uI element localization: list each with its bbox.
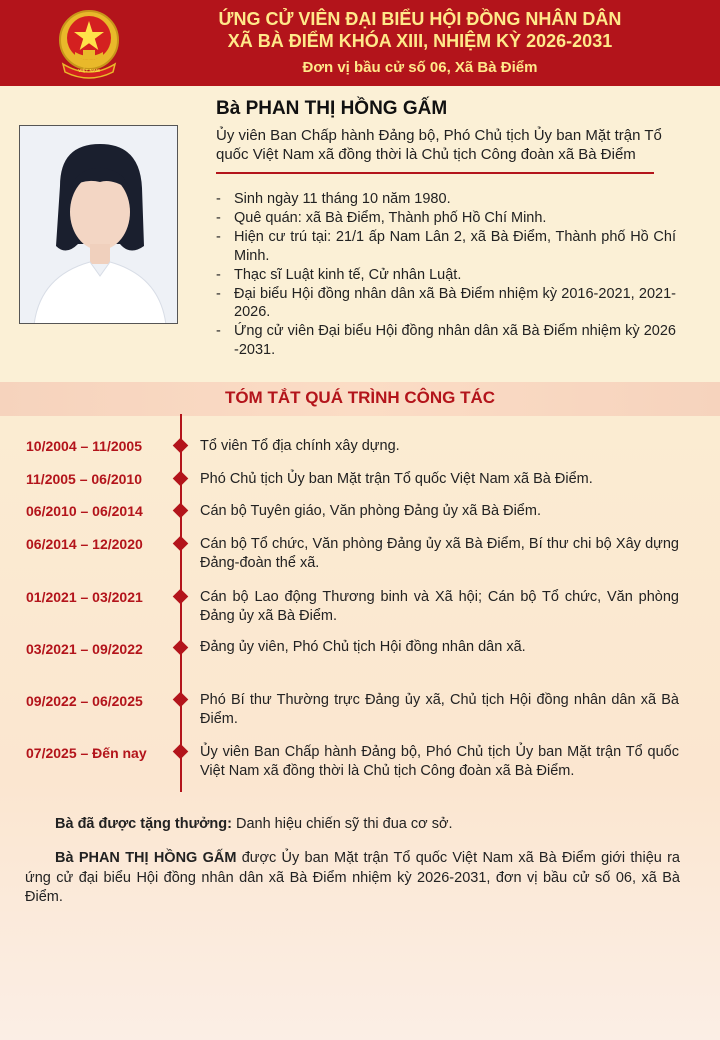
award-paragraph	[25, 815, 680, 834]
timeline-diamond-icon	[173, 503, 189, 519]
bio-item: - Hiện cư trú tại: 21/1 ấp Nam Lân 2, xã Bà Điểm, Thành phố Hồ Chí Minh.	[216, 228, 676, 265]
timeline-date: 01/2021 – 03/2021	[26, 589, 143, 605]
header-title-line2: XÃ BÀ ĐIỂM KHÓA XIII, NHIỆM KỲ 2026-2031	[227, 31, 613, 51]
timeline-desc: Phó Chủ tịch Ủy ban Mặt trận Tổ quốc Việt Nam xã Bà Điểm.	[200, 471, 593, 487]
emblem-text: VIỆT NAM	[78, 68, 100, 73]
award-text: Danh hiệu chiến sỹ thi đua cơ sở.	[231, 816, 453, 832]
header-subtitle: Đơn vị bầu cử số 06, Xã Bà Điểm	[302, 59, 538, 76]
bio-item: - Quê quán: xã Bà Điểm, Thành phố Hồ Chí Minh.	[216, 209, 676, 228]
timeline-diamond-icon	[173, 536, 189, 552]
red-divider	[216, 172, 654, 174]
timeline-desc: Tổ viên Tổ địa chính xây dựng.	[200, 438, 400, 454]
intro-paragraph	[25, 849, 680, 908]
award-label: Bà đã được tặng thưởng:	[55, 816, 232, 832]
timeline-diamond-icon	[173, 589, 189, 605]
timeline-desc: Ủy viên Ban Chấp hành Đảng bộ, Phó Chủ tịch Ủy ban Mặt trận Tổ quốc Việt Nam xã đồng thời là Chủ tịch Công đoàn xã Bà Điểm.	[200, 744, 679, 779]
timeline-date: 09/2022 – 06/2025	[26, 693, 143, 709]
section-title: TÓM TẮT QUÁ TRÌNH CÔNG TÁC	[224, 388, 496, 407]
portrait-placeholder-icon	[20, 126, 178, 324]
timeline-date: 06/2014 – 12/2020	[26, 536, 143, 552]
timeline-date: 10/2004 – 11/2005	[26, 438, 143, 454]
bio-item: - Sinh ngày 11 tháng 10 năm 1980.	[216, 190, 676, 209]
timeline-diamond-icon	[173, 438, 189, 454]
timeline-diamond-icon	[173, 744, 189, 760]
timeline-desc: Phó Bí thư Thường trực Đảng ủy xã, Chủ tịch Hội đồng nhân dân xã Bà Điểm.	[200, 692, 679, 727]
intro-text: được Ủy ban Mặt trận Tổ quốc Việt Nam xã Bà Điểm giới thiệu ra ứng cử đại biểu Hội đồng nhân dân xã Bà Điểm nhiệm kỳ 2026-2031, đơn vị bầu cử số 06, xã Bà Điểm.	[25, 850, 680, 905]
bio-item: - Đại biểu Hội đồng nhân dân xã Bà Điểm nhiệm kỳ 2016-2021, 2021-2026.	[216, 285, 676, 322]
bio-item: - Ứng cử viên Đại biểu Hội đồng nhân dân xã Bà Điểm nhiệm kỳ 2026 -2031.	[216, 322, 676, 359]
timeline-date: 06/2010 – 06/2014	[26, 503, 143, 519]
bio-list	[216, 190, 676, 360]
timeline-desc: Đảng ủy viên, Phó Chủ tịch Hội đồng nhân dân xã.	[200, 639, 526, 655]
timeline-date: 07/2025 – Đến nay	[26, 745, 147, 761]
candidate-photo	[19, 125, 178, 324]
bio-item: - Thạc sĩ Luật kinh tế, Cử nhân Luật.	[216, 266, 676, 285]
timeline-desc: Cán bộ Tuyên giáo, Văn phòng Đảng ủy xã Bà Điểm.	[200, 503, 541, 519]
timeline-diamond-icon	[173, 692, 189, 708]
timeline-diamond-icon	[173, 471, 189, 487]
candidate-name: Bà PHAN THỊ HỒNG GẤM	[216, 98, 448, 119]
intro-name: Bà PHAN THỊ HỒNG GẤM	[55, 850, 237, 866]
vietnam-national-emblem-icon	[57, 6, 121, 82]
timeline-desc: Cán bộ Tổ chức, Văn phòng Đảng ủy xã Bà Điểm, Bí thư chi bộ Xây dựng Đảng-đoàn thể xã.	[200, 536, 679, 571]
timeline-diamond-icon	[173, 640, 189, 656]
header-banner	[0, 0, 720, 86]
timeline-date: 03/2021 – 09/2022	[26, 641, 143, 657]
timeline-desc: Cán bộ Lao động Thương binh và Xã hội; Cán bộ Tổ chức, Văn phòng Đảng ủy xã Bà Điểm.	[200, 589, 679, 624]
candidate-title: Ủy viên Ban Chấp hành Đảng bộ, Phó Chủ tịch Ủy ban Mặt trận Tổ quốc Việt Nam xã đồng thời là Chủ tịch Công đoàn xã Bà Điểm	[216, 127, 662, 163]
header-title-line1: ỨNG CỬ VIÊN ĐẠI BIỂU HỘI ĐỒNG NHÂN DÂN	[218, 9, 622, 29]
timeline-date: 11/2005 – 06/2010	[26, 471, 143, 487]
